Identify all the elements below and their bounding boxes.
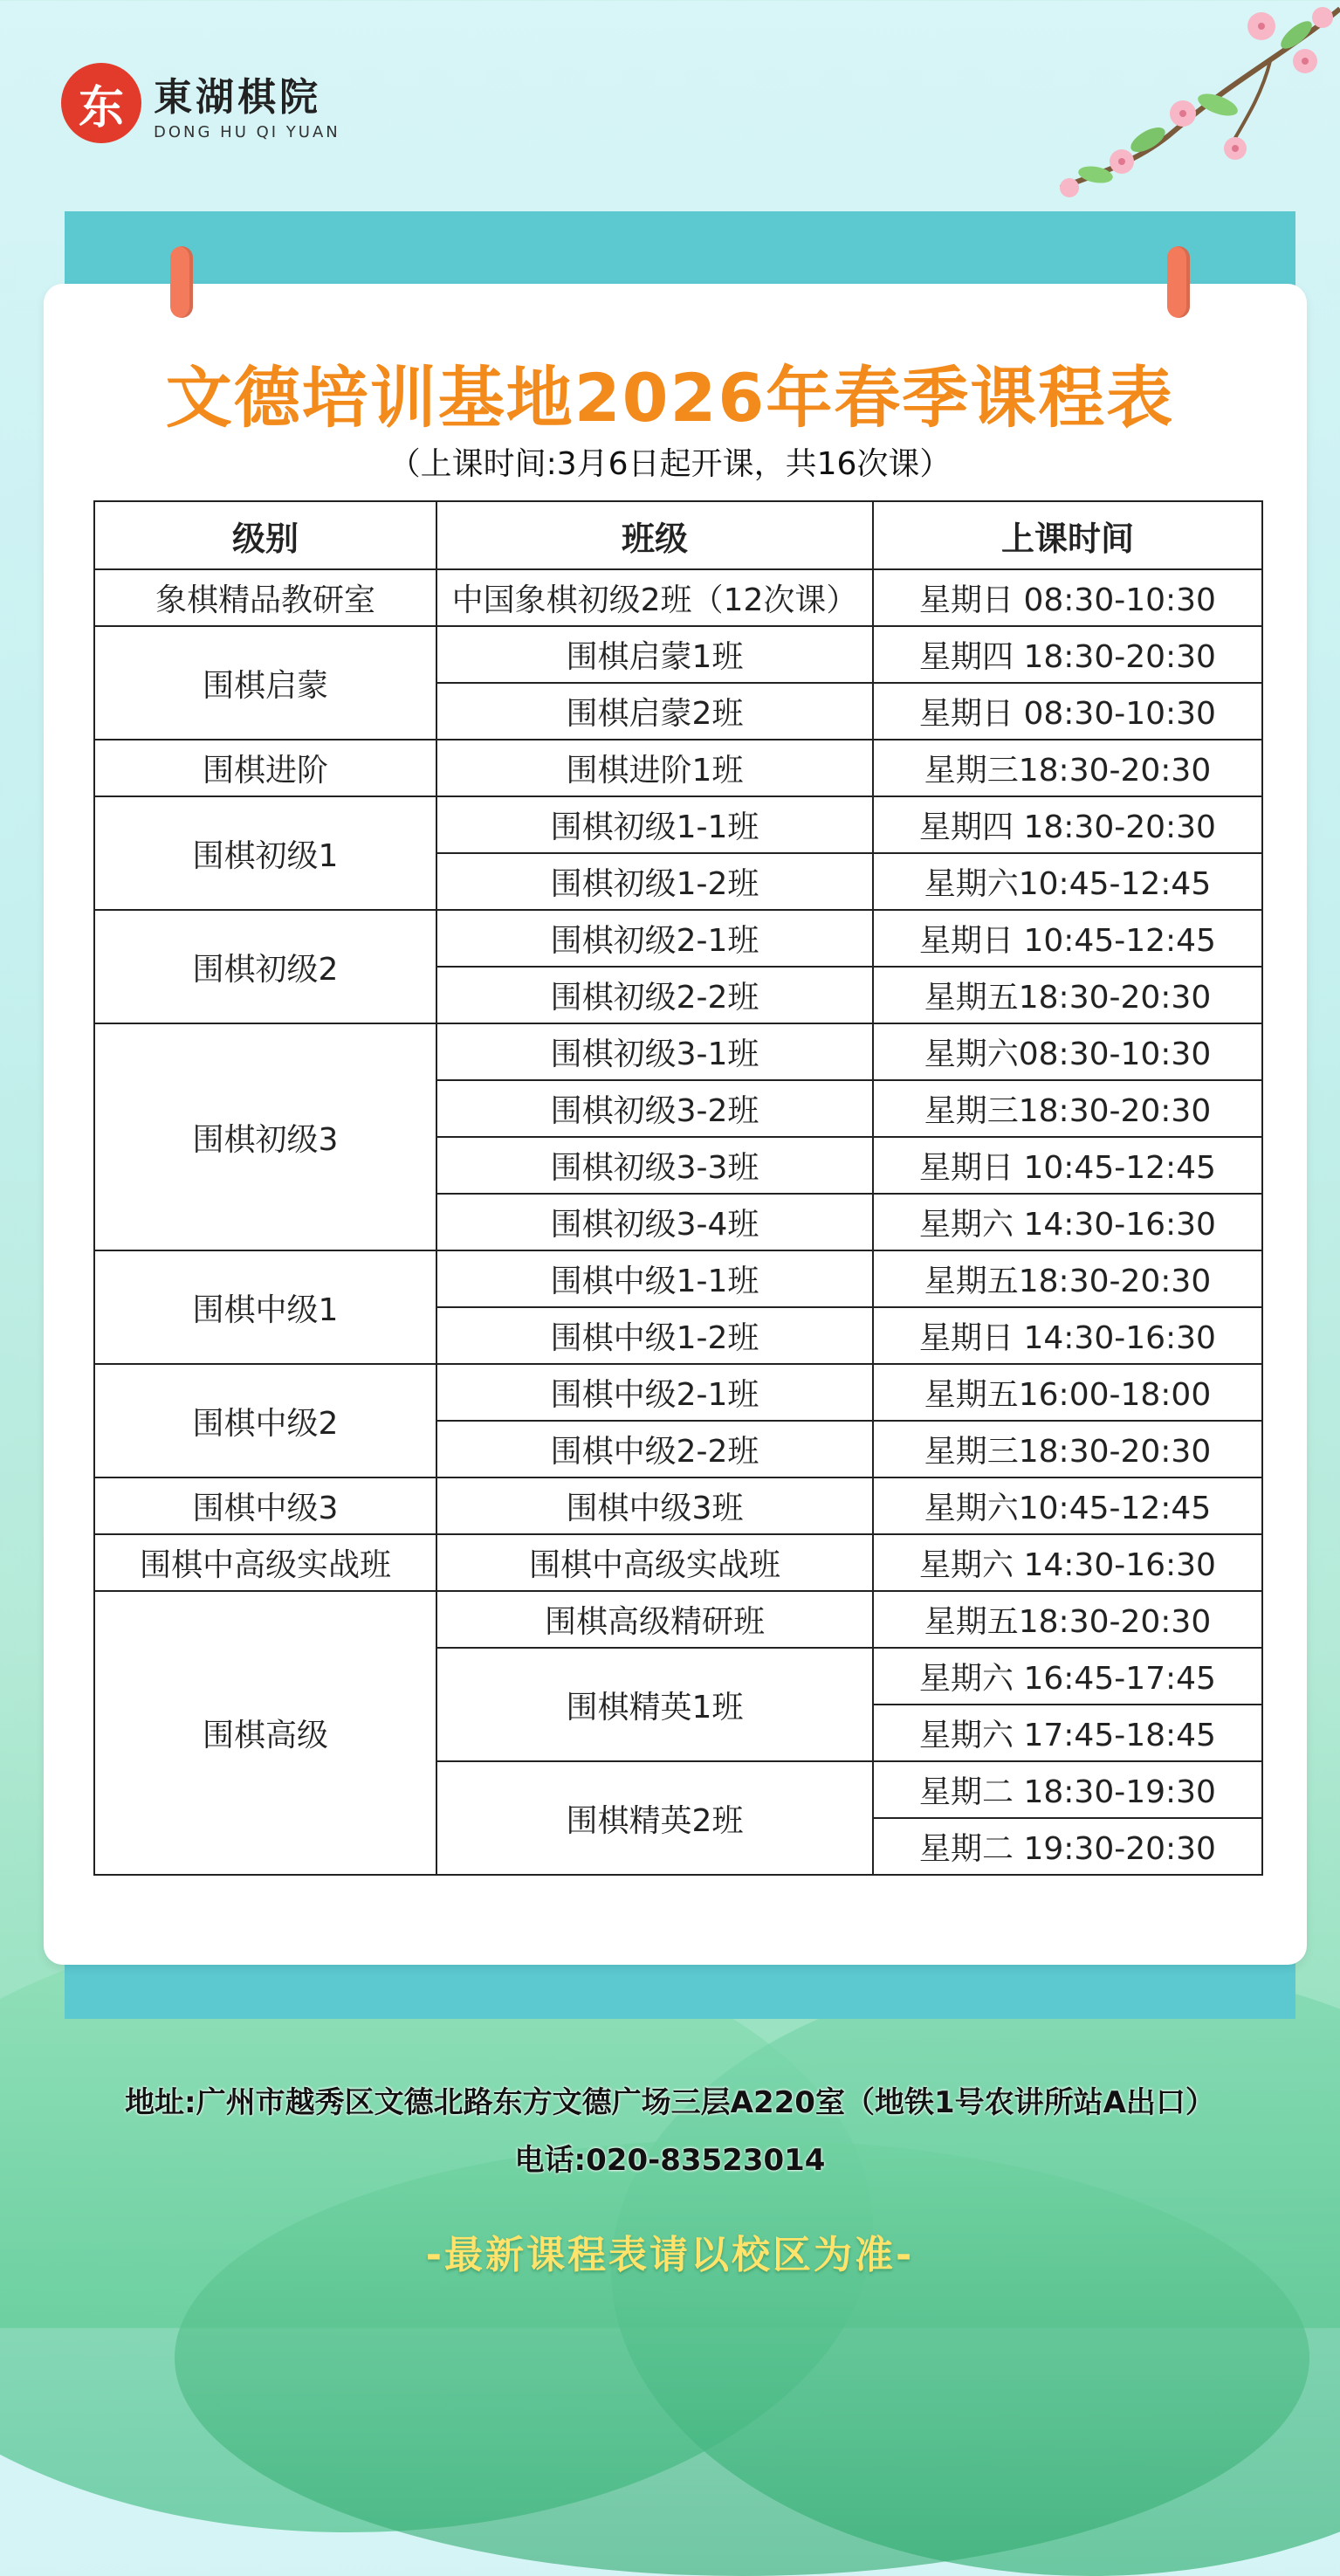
class-cell: 围棋中级2-1班 [436,1364,873,1421]
level-cell: 围棋中级1 [94,1250,436,1364]
time-cell: 星期六10:45-12:45 [873,853,1262,910]
table-row [94,1364,1262,1421]
time-cell: 星期日 14:30-16:30 [873,1307,1262,1364]
table-row [94,1534,1262,1591]
time-cell: 星期三18:30-20:30 [873,1421,1262,1477]
table-row [94,1591,1262,1648]
time-cell: 星期六 14:30-16:30 [873,1194,1262,1250]
class-cell: 围棋中级1-2班 [436,1307,873,1364]
level-cell: 围棋进阶 [94,740,436,796]
time-cell: 星期六10:45-12:45 [873,1477,1262,1534]
class-cell: 围棋启蒙2班 [436,683,873,740]
table-row [94,740,1262,796]
level-cell: 围棋高级 [94,1591,436,1875]
class-cell: 中国象棋初级2班（12次课） [436,569,873,626]
time-cell: 星期二 19:30-20:30 [873,1818,1262,1875]
background-hill [175,2139,1309,2576]
level-cell: 围棋中高级实战班 [94,1534,436,1591]
class-cell: 围棋中高级实战班 [436,1534,873,1591]
time-cell: 星期五18:30-20:30 [873,967,1262,1023]
time-cell: 星期五16:00-18:00 [873,1364,1262,1421]
class-cell: 围棋初级3-2班 [436,1080,873,1137]
level-cell: 围棋中级2 [94,1364,436,1477]
class-cell: 围棋初级1-1班 [436,796,873,853]
class-cell: 围棋初级2-2班 [436,967,873,1023]
time-cell: 星期六 16:45-17:45 [873,1648,1262,1705]
time-cell: 星期日 10:45-12:45 [873,910,1262,967]
class-cell: 围棋进阶1班 [436,740,873,796]
time-cell: 星期四 18:30-20:30 [873,626,1262,683]
class-cell: 围棋中级1-1班 [436,1250,873,1307]
class-cell: 围棋中级3班 [436,1477,873,1534]
level-cell: 象棋精品教研室 [94,569,436,626]
pin-icon [1167,246,1190,318]
level-cell: 围棋启蒙 [94,626,436,740]
table-row [94,796,1262,853]
class-cell: 围棋精英2班 [436,1761,873,1875]
class-cell: 围棋初级3-3班 [436,1137,873,1194]
level-cell: 围棋中级3 [94,1477,436,1534]
blossom-branch-icon [1043,0,1340,210]
column-header: 上课时间 [873,501,1262,569]
time-cell: 星期二 18:30-19:30 [873,1761,1262,1818]
class-cell: 围棋中级2-2班 [436,1421,873,1477]
class-cell: 围棋初级1-2班 [436,853,873,910]
level-cell: 围棋初级2 [94,910,436,1023]
pin-icon [170,246,193,318]
page-title: 文德培训基地2026年春季课程表 [165,359,1175,437]
level-cell: 围棋初级1 [94,796,436,910]
time-cell: 星期六 14:30-16:30 [873,1534,1262,1591]
footer-note: -最新课程表请以校区为准- [425,2233,915,2277]
phone-text: 电话:020-83523014 [514,2143,826,2178]
class-cell: 围棋初级3-1班 [436,1023,873,1080]
schedule-table [93,500,1263,1876]
time-cell: 星期日 08:30-10:30 [873,683,1262,740]
logo-name-en: DONG HU QI YUAN [154,122,340,141]
table-row [94,1477,1262,1534]
class-cell: 围棋精英1班 [436,1648,873,1761]
logo-name-cn: 東湖棋院 [154,74,321,120]
time-cell: 星期三18:30-20:30 [873,740,1262,796]
table-row [94,910,1262,967]
time-cell: 星期五18:30-20:30 [873,1250,1262,1307]
logo [61,63,340,143]
table-row [94,1023,1262,1080]
table-header-row [94,501,1262,569]
table-row [94,626,1262,683]
address-text: 地址:广州市越秀区文德北路东方文德广场三层A220室（地铁1号农讲所站A出口） [125,2085,1215,2120]
time-cell: 星期日 08:30-10:30 [873,569,1262,626]
column-header: 班级 [436,501,873,569]
column-header: 级别 [94,501,436,569]
page-subtitle: （上课时间:3月6日起开课，共16次课） [388,446,952,482]
logo-seal-icon: 东 [61,63,141,143]
class-cell: 围棋初级2-1班 [436,910,873,967]
time-cell: 星期六08:30-10:30 [873,1023,1262,1080]
table-row [94,569,1262,626]
class-cell: 围棋初级3-4班 [436,1194,873,1250]
time-cell: 星期五18:30-20:30 [873,1591,1262,1648]
time-cell: 星期三18:30-20:30 [873,1080,1262,1137]
time-cell: 星期六 17:45-18:45 [873,1705,1262,1761]
level-cell: 围棋初级3 [94,1023,436,1250]
class-cell: 围棋启蒙1班 [436,626,873,683]
time-cell: 星期四 18:30-20:30 [873,796,1262,853]
time-cell: 星期日 10:45-12:45 [873,1137,1262,1194]
class-cell: 围棋高级精研班 [436,1591,873,1648]
table-row [94,1250,1262,1307]
